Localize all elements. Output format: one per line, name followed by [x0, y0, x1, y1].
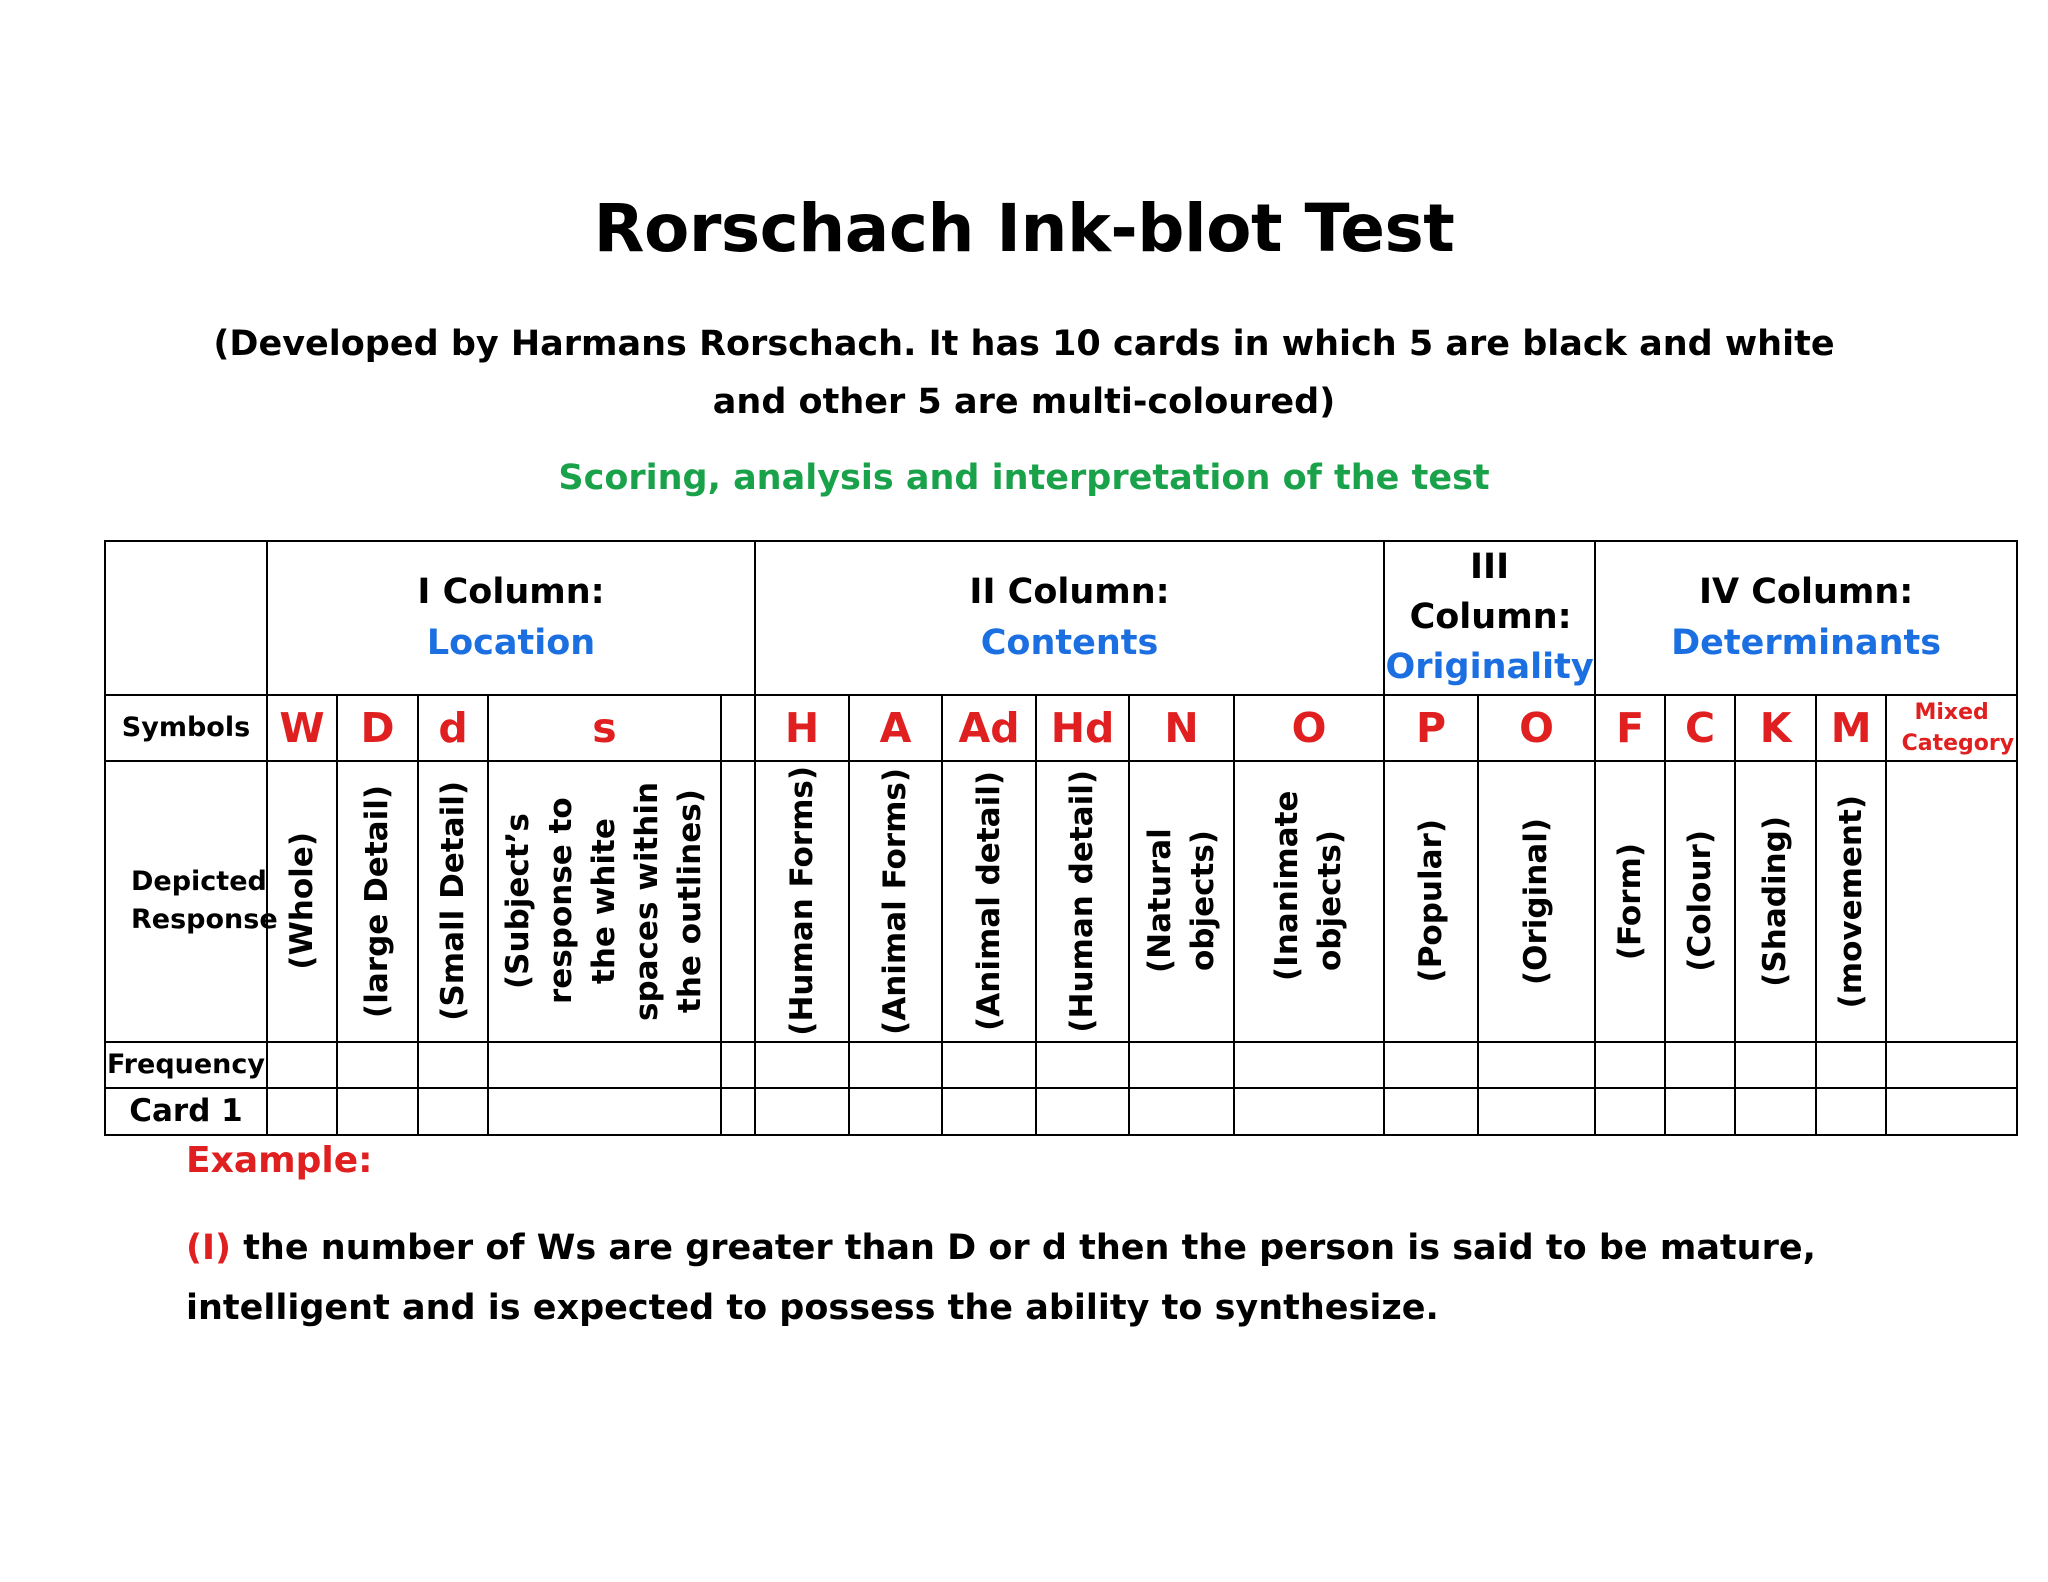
response-label: (Inanimate objects) [1269, 790, 1349, 982]
card-1-cell[interactable] [1384, 1088, 1478, 1135]
symbol-cell: C [1665, 695, 1735, 761]
card-1-cell[interactable] [1735, 1088, 1816, 1135]
frequency-cell[interactable] [1816, 1042, 1886, 1088]
card-1-cell[interactable] [267, 1088, 337, 1135]
row-label-card: Card 1 [105, 1088, 267, 1135]
symbols-row [105, 695, 2017, 761]
symbol-cell: P [1384, 695, 1478, 761]
card-1-cell[interactable] [942, 1088, 1036, 1135]
symbol-cell: d [418, 695, 488, 761]
response-label: (Animal Forms) [877, 767, 914, 1035]
page-title: Rorschach Ink-blot Test [593, 190, 1455, 267]
frequency-cell[interactable] [267, 1042, 337, 1088]
response-cell [1665, 761, 1735, 1042]
symbol-cell: F [1595, 695, 1665, 761]
frequency-cell[interactable] [1384, 1042, 1478, 1088]
response-label: (large Detail) [359, 784, 395, 1018]
response-label: (Popular) [1412, 819, 1449, 983]
row-label-frequency: Frequency [105, 1042, 267, 1088]
card-1-cell[interactable] [1478, 1088, 1595, 1135]
frequency-cell[interactable] [849, 1042, 942, 1088]
frequency-cell[interactable] [721, 1042, 755, 1088]
response-cell [267, 761, 337, 1042]
column-header-category: Location [426, 622, 596, 663]
symbol-cell: s [488, 695, 721, 761]
column-header-category: Determinants [1671, 622, 1942, 663]
response-label: (Subject’s response to the white spaces within the outlines) [500, 781, 708, 1021]
symbol-cell: Ad [942, 695, 1036, 761]
response-label: (Human Forms) [783, 766, 820, 1037]
response-label: (Natural objects) [1141, 828, 1221, 974]
frequency-cell[interactable] [755, 1042, 849, 1088]
example-paragraph [186, 1218, 1886, 1338]
response-label: (Original) [1518, 817, 1555, 985]
page-subtitle: (Developed by Harmans Rorschach. It has 10 cards in which 5 are black and white and other 5 are multi-coloured) [213, 324, 1835, 422]
response-label: (Small Detail) [434, 781, 471, 1022]
card-1-cell[interactable] [1129, 1088, 1234, 1135]
row-label-depicted-text: Depicted Response [131, 866, 278, 936]
card-1-cell[interactable] [1595, 1088, 1665, 1135]
card-row [105, 1088, 2017, 1135]
symbol-cell: H [755, 695, 849, 761]
response-cell [1595, 761, 1665, 1042]
response-cell [755, 761, 849, 1042]
response-label: (Form) [1611, 842, 1648, 960]
frequency-cell[interactable] [1665, 1042, 1735, 1088]
card-1-cell[interactable] [1816, 1088, 1886, 1135]
card-1-cell[interactable] [337, 1088, 418, 1135]
frequency-cell[interactable] [1036, 1042, 1129, 1088]
column-header-contents [755, 541, 1384, 695]
symbol-cell [721, 695, 755, 761]
column-header-label: I Column: [417, 571, 605, 612]
symbol-cell: Hd [1036, 695, 1129, 761]
section-heading: Scoring, analysis and interpretation of the test [558, 458, 1490, 498]
row-label-depicted [105, 761, 278, 1042]
card-1-cell[interactable] [1234, 1088, 1384, 1135]
response-cell [418, 761, 488, 1042]
card-1-cell[interactable] [849, 1088, 942, 1135]
column-header-label: IV Column: [1698, 571, 1914, 612]
response-cell [488, 761, 721, 1042]
column-header-determinants [1595, 541, 2017, 695]
response-cell [1816, 761, 1886, 1042]
response-label: (Animal detail) [970, 771, 1007, 1032]
column-header-label: II Column: [969, 571, 1170, 612]
response-cell [337, 761, 418, 1042]
frequency-cell[interactable] [1595, 1042, 1665, 1088]
response-label: (Colour) [1681, 830, 1718, 973]
response-cell [1886, 761, 2017, 1042]
symbol-cell: K [1735, 695, 1816, 761]
card-1-cell[interactable] [418, 1088, 488, 1135]
symbol-cell: A [849, 695, 942, 761]
symbol-cell: W [267, 695, 337, 761]
mixed-category-label: Mixed Category [1901, 699, 2015, 756]
response-label: (Whole) [283, 832, 320, 970]
response-cell [1036, 761, 1129, 1042]
frequency-row [105, 1042, 2017, 1088]
depicted-response-row [105, 761, 2017, 1042]
response-cell [1129, 761, 1234, 1042]
symbol-cell: O [1478, 695, 1595, 761]
frequency-cell[interactable] [418, 1042, 488, 1088]
symbol-cell: O [1234, 695, 1384, 761]
frequency-cell[interactable] [488, 1042, 721, 1088]
column-header-originality [1384, 541, 1595, 695]
column-header-category: Originality [1385, 647, 1594, 688]
response-cell [1234, 761, 1384, 1042]
symbol-cell [1886, 695, 2017, 761]
scoring-table [104, 540, 2018, 1136]
response-cell [942, 761, 1036, 1042]
response-cell [1735, 761, 1816, 1042]
card-1-cell[interactable] [721, 1088, 755, 1135]
frequency-cell[interactable] [1478, 1042, 1595, 1088]
corner-cell [105, 541, 267, 695]
frequency-cell[interactable] [337, 1042, 418, 1088]
frequency-cell[interactable] [942, 1042, 1036, 1088]
symbol-cell: M [1816, 695, 1886, 761]
column-header-label: III Column: [1409, 547, 1572, 638]
response-cell [1384, 761, 1478, 1042]
frequency-cell[interactable] [1234, 1042, 1384, 1088]
column-header-row [105, 541, 2017, 695]
card-1-cell[interactable] [488, 1088, 721, 1135]
symbol-cell: D [337, 695, 418, 761]
card-1-cell[interactable] [1665, 1088, 1735, 1135]
card-1-cell[interactable] [1036, 1088, 1129, 1135]
response-cell [721, 761, 755, 1042]
row-label-symbols: Symbols [105, 695, 267, 761]
response-cell [849, 761, 942, 1042]
column-header-location [267, 541, 755, 695]
example-heading: Example: [186, 1140, 373, 1181]
symbol-cell: N [1129, 695, 1234, 761]
frequency-cell[interactable] [1735, 1042, 1816, 1088]
example-marker: (I) [186, 1228, 232, 1268]
response-label: (Shading) [1757, 815, 1794, 987]
response-label: (movement) [1832, 794, 1869, 1008]
frequency-cell[interactable] [1886, 1042, 2017, 1088]
response-cell [1478, 761, 1595, 1042]
response-label: (Human detail) [1064, 769, 1101, 1033]
card-1-cell[interactable] [755, 1088, 849, 1135]
column-header-category: Contents [980, 622, 1159, 663]
card-1-cell[interactable] [1886, 1088, 2017, 1135]
frequency-cell[interactable] [1129, 1042, 1234, 1088]
example-text: the number of Ws are greater than D or d then the person is said to be mature, intelligent and is expected to possess the ability to synthesize. [186, 1228, 1816, 1328]
